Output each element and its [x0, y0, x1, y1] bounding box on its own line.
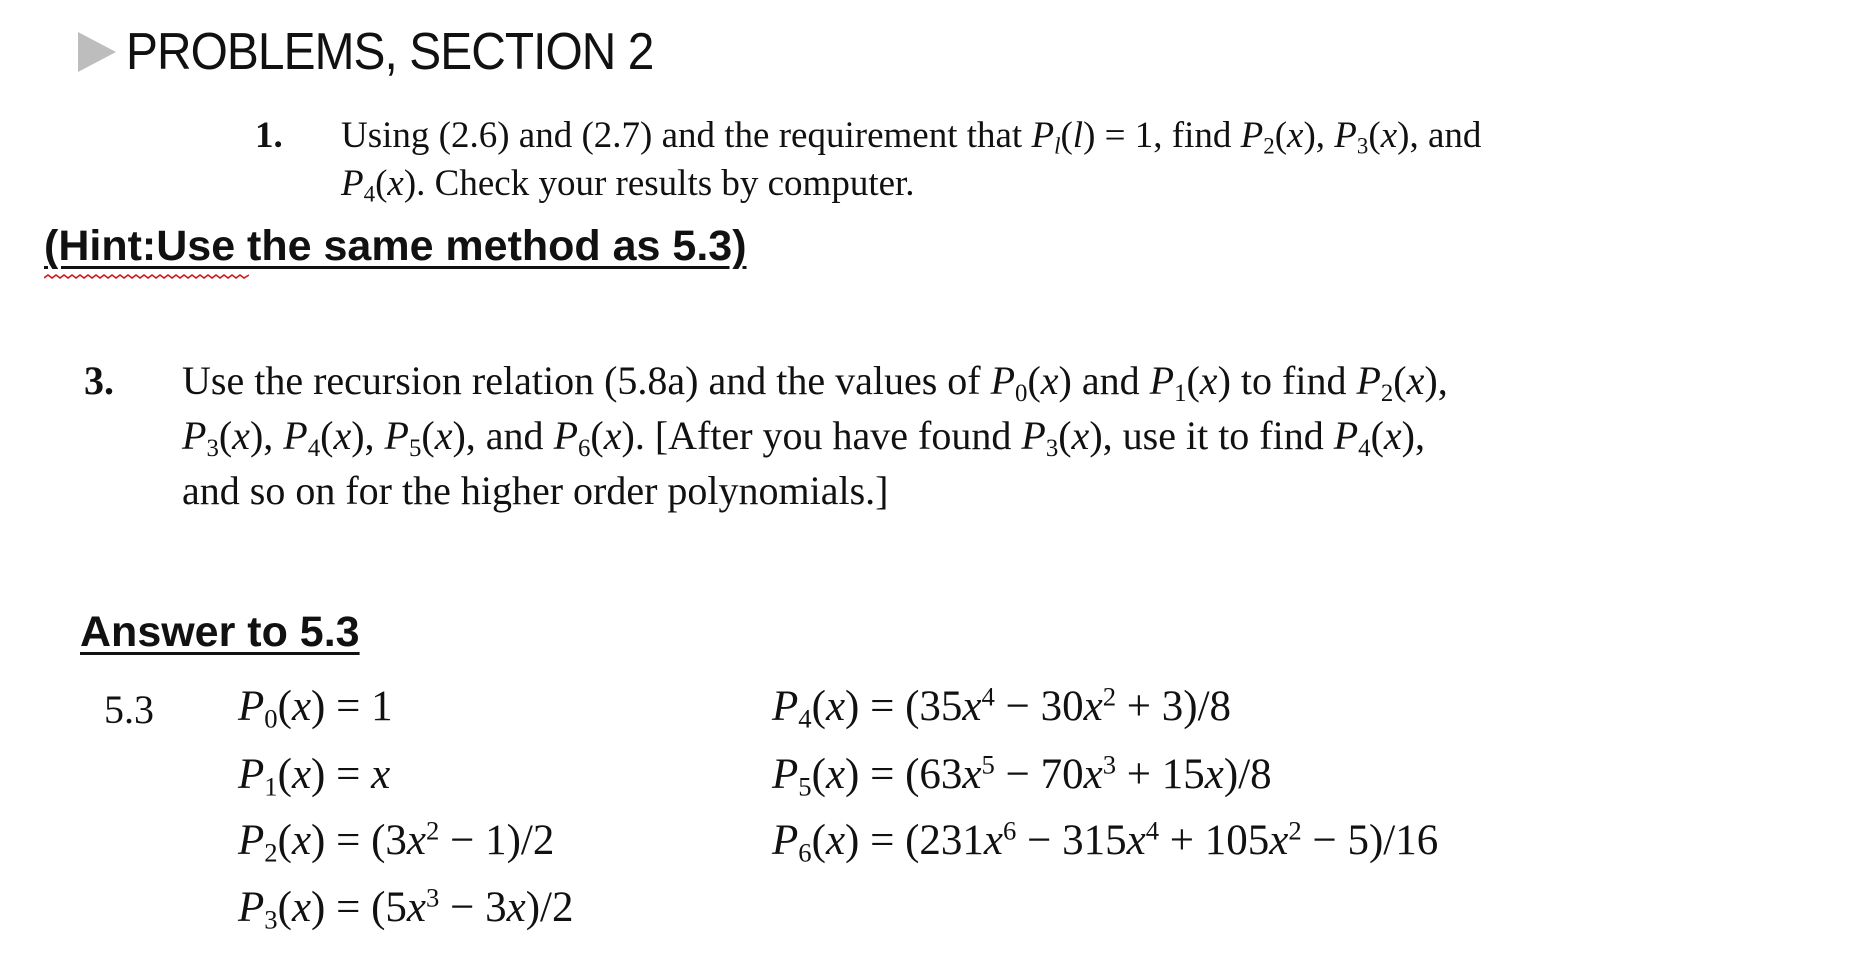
answer-label: 5.3 [104, 687, 154, 732]
equation-p2: $P_2(x) = (3x^2 - 1)/2$ [238, 815, 555, 868]
problem-3-number: 3. [84, 358, 114, 403]
equation-p0: $P_0(x) = 1$ [238, 683, 393, 734]
equation-p6: $P_6(x) = (231x^6 - 315x^4 + 105x^2 - 5)/16$ [772, 815, 1439, 868]
play-triangle-icon [78, 32, 116, 72]
problem-1-text: Using (2.6) and (2.7) and the requirement that $P_l(l) = 1$, find $P_2(x)$, $P_3(x)$, and $P_4(x)$. Check your results by computer. [341, 115, 1482, 207]
equation-p5: $P_5(x) = (63x^5 - 70x^3 + 15x)/8$ [772, 749, 1272, 802]
equation-p1: $P_1(x) = x$ [238, 751, 391, 802]
answer-heading: Answer to 5.3 [80, 608, 360, 656]
hint-text: (Hint:Use the same method as 5.3) [44, 222, 747, 270]
problem-3-text: Use the recursion relation (5.8a) and the values of $P_0(x)$ and $P_1(x)$ to find $P_2(x)$, $P_3(x)$, $P_4(x)$, $P_5(x)$, and $P_6(x)$. [After you have found $P_3(x)$, use it to find $P_4(x)$, and so on for the higher order polynomials.] [182, 358, 1448, 513]
equation-p3: $P_3(x) = (5x^3 - 3x)/2$ [238, 882, 574, 935]
section-header [78, 22, 699, 82]
section-title: PROBLEMS, SECTION 2 [126, 23, 654, 81]
problem-1-number: 1. [255, 115, 283, 156]
spellcheck-squiggle [44, 274, 249, 282]
equation-p4: $P_4(x) = (35x^4 - 30x^2 + 3)/8$ [772, 681, 1232, 734]
